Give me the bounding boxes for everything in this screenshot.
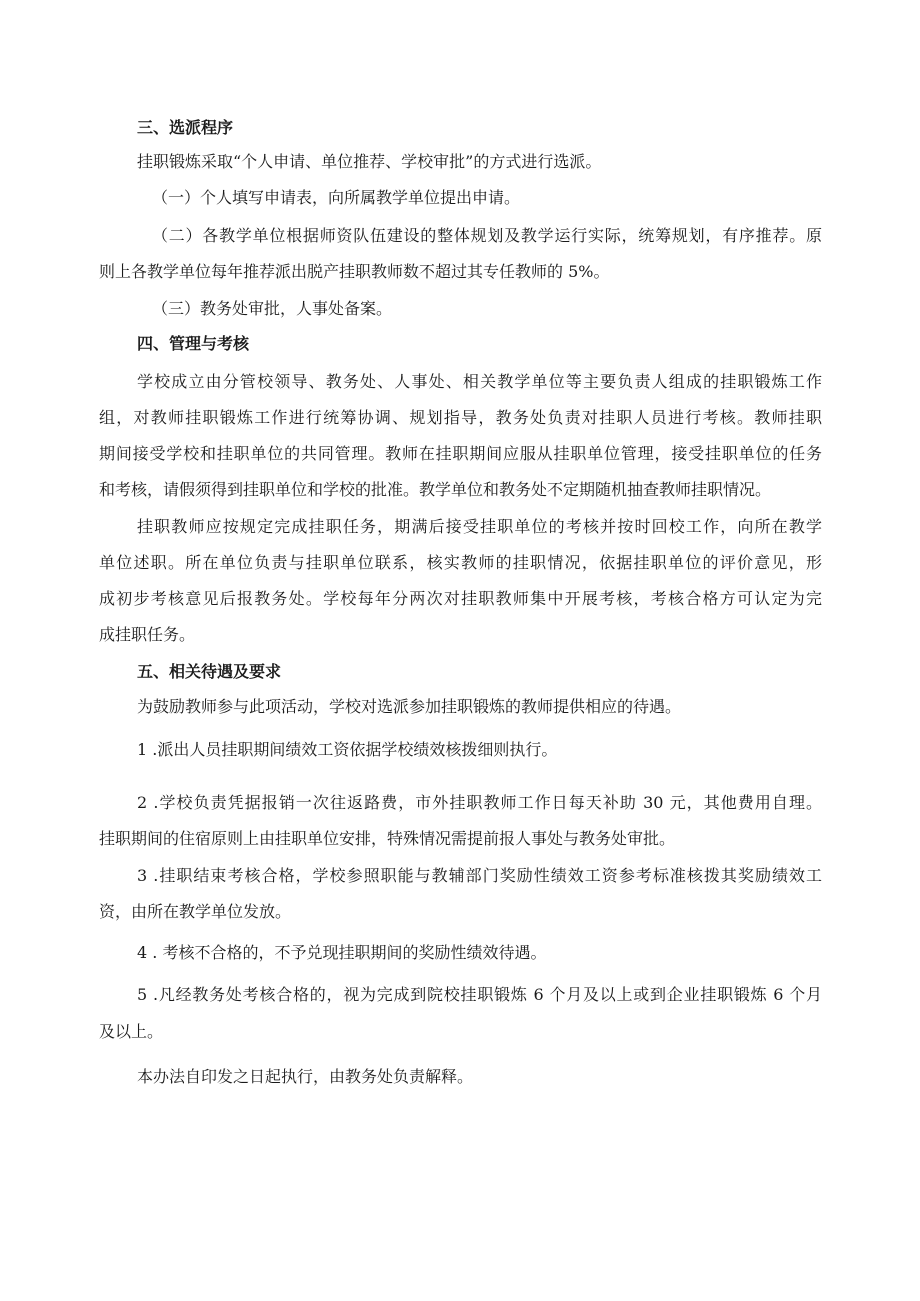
- section-heading-selection-procedure: 三、选派程序: [137, 118, 234, 137]
- benefit-item-3-line-1: 3 .挂职结束考核合格，学校参照职能与教辅部门奖励性绩效工资参考标准核拨其奖励绩效工: [137, 866, 822, 885]
- management-paragraph-1-line-1: 学校成立由分管校领导、教务处、人事处、相关教学单位等主要负责人组成的挂职锻炼工作: [137, 372, 822, 391]
- benefit-item-2-line-1: 2 .学校负责凭据报销一次往返路费，市外挂职教师工作日每天补助 30 元，其他费用自理。: [137, 793, 822, 812]
- closing-statement: 本办法自印发之日起执行，由教务处负责解释。: [137, 1067, 474, 1086]
- section-heading-management: 四、管理与考核: [137, 334, 250, 353]
- management-paragraph-1-line-4: 和考核，请假须得到挂职单位和学校的批准。教学单位和教务处不定期随机抽查教师挂职情况。: [99, 480, 772, 499]
- benefit-item-1: 1 .派出人员挂职期间绩效工资依据学校绩效核拨细则执行。: [137, 740, 558, 759]
- procedure-item-3: （三）教务处审批，人事处备案。: [152, 299, 393, 318]
- procedure-item-1: （一）个人填写申请表，向所属教学单位提出申请。: [152, 188, 521, 207]
- benefits-intro: 为鼓励教师参与此项活动，学校对选派参加挂职锻炼的教师提供相应的待遇。: [137, 697, 682, 716]
- benefit-item-5-line-1: 5 .凡经教务处考核合格的，视为完成到院校挂职锻炼 6 个月及以上或到企业挂职锻炼 6 个月: [137, 985, 822, 1004]
- selection-method-paragraph: 挂职锻炼采取“个人申请、单位推荐、学校审批”的方式进行选派。: [137, 152, 602, 171]
- management-paragraph-2-line-4: 成挂职任务。: [99, 625, 196, 644]
- management-paragraph-1-line-2: 组，对教师挂职锻炼工作进行统筹协调、规划指导，教务处负责对挂职人员进行考核。教师挂职: [99, 408, 822, 427]
- management-paragraph-1-line-3: 期间接受学校和挂职单位的共同管理。教师在挂职期间应服从挂职单位管理，接受挂职单位的任务: [99, 444, 822, 463]
- management-paragraph-2-line-1: 挂职教师应按规定完成挂职任务，期满后接受挂职单位的考核并按时回校工作，向所在教学: [137, 517, 822, 536]
- procedure-item-2-line-1: （二）各教学单位根据师资队伍建设的整体规划及教学运行实际，统筹规划，有序推荐。原: [152, 226, 822, 245]
- benefit-item-5-line-2: 及以上。: [99, 1022, 164, 1041]
- section-heading-benefits: 五、相关待遇及要求: [137, 662, 282, 681]
- benefit-item-3-line-2: 资，由所在教学单位发放。: [99, 902, 292, 921]
- management-paragraph-2-line-3: 成初步考核意见后报教务处。学校每年分两次对挂职教师集中开展考核，考核合格方可认定为完: [99, 589, 822, 608]
- benefit-item-4: 4 . 考核不合格的，不予兑现挂职期间的奖励性绩效待遇。: [137, 943, 547, 962]
- management-paragraph-2-line-2: 单位述职。所在单位负责与挂职单位联系，核实教师的挂职情况，依据挂职单位的评价意见，形: [99, 553, 822, 572]
- procedure-item-2-line-2: 则上各教学单位每年推荐派出脱产挂职教师数不超过其专任教师的 5%。: [99, 262, 610, 281]
- benefit-item-2-line-2: 挂职期间的住宿原则上由挂职单位安排，特殊情况需提前报人事处与教务处审批。: [99, 829, 676, 848]
